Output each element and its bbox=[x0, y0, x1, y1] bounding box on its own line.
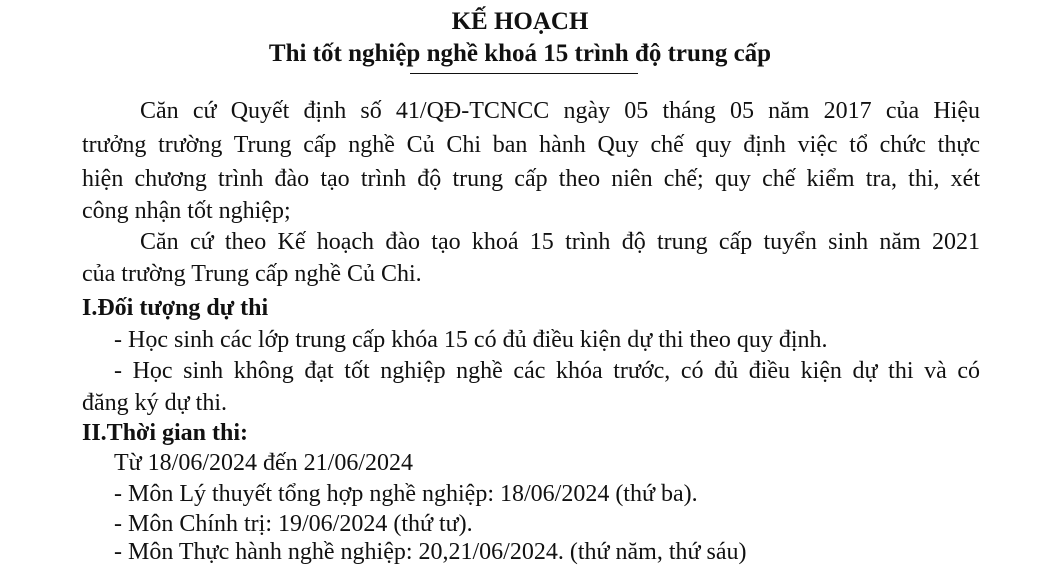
list-item: - Môn Chính trị: 19/06/2024 (thứ tư). bbox=[114, 511, 473, 537]
list-item: - Học sinh không đạt tốt nghiệp nghề các khóa trước, có đủ điều kiện dự thi và có bbox=[114, 358, 980, 384]
list-item-continuation: đăng ký dự thi. bbox=[82, 390, 227, 416]
document-subtitle: Thi tốt nghiệp nghề khoá 15 trình độ trung cấp bbox=[268, 40, 772, 67]
section-heading: I.Đối tượng dự thi bbox=[82, 295, 269, 321]
document-title: KẾ HOẠCH bbox=[451, 8, 589, 35]
title-underline bbox=[410, 73, 638, 74]
paragraph-line: trưởng trường Trung cấp nghề Củ Chi ban hành Quy chế quy định việc tổ chức thực bbox=[82, 132, 980, 158]
list-item: - Học sinh các lớp trung cấp khóa 15 có đủ điều kiện dự thi theo quy định. bbox=[114, 327, 828, 353]
section-heading: II.Thời gian thi: bbox=[82, 420, 249, 446]
exam-date-range: Từ 18/06/2024 đến 21/06/2024 bbox=[114, 450, 413, 476]
paragraph-line: Căn cứ Quyết định số 41/QĐ-TCNCC ngày 05 tháng 05 năm 2017 của Hiệu bbox=[140, 98, 980, 124]
list-item: - Môn Lý thuyết tổng hợp nghề nghiệp: 18/06/2024 (thứ ba). bbox=[114, 481, 698, 507]
paragraph-line: công nhận tốt nghiệp; bbox=[82, 198, 291, 224]
list-item: - Môn Thực hành nghề nghiệp: 20,21/06/2024. (thứ năm, thứ sáu) bbox=[114, 539, 747, 565]
paragraph-line: của trường Trung cấp nghề Củ Chi. bbox=[82, 261, 422, 287]
paragraph-line: hiện chương trình đào tạo trình độ trung cấp theo niên chế; quy chế kiểm tra, thi, xét bbox=[82, 166, 980, 192]
paragraph-line: Căn cứ theo Kế hoạch đào tạo khoá 15 trình độ trung cấp tuyển sinh năm 2021 bbox=[140, 229, 980, 255]
